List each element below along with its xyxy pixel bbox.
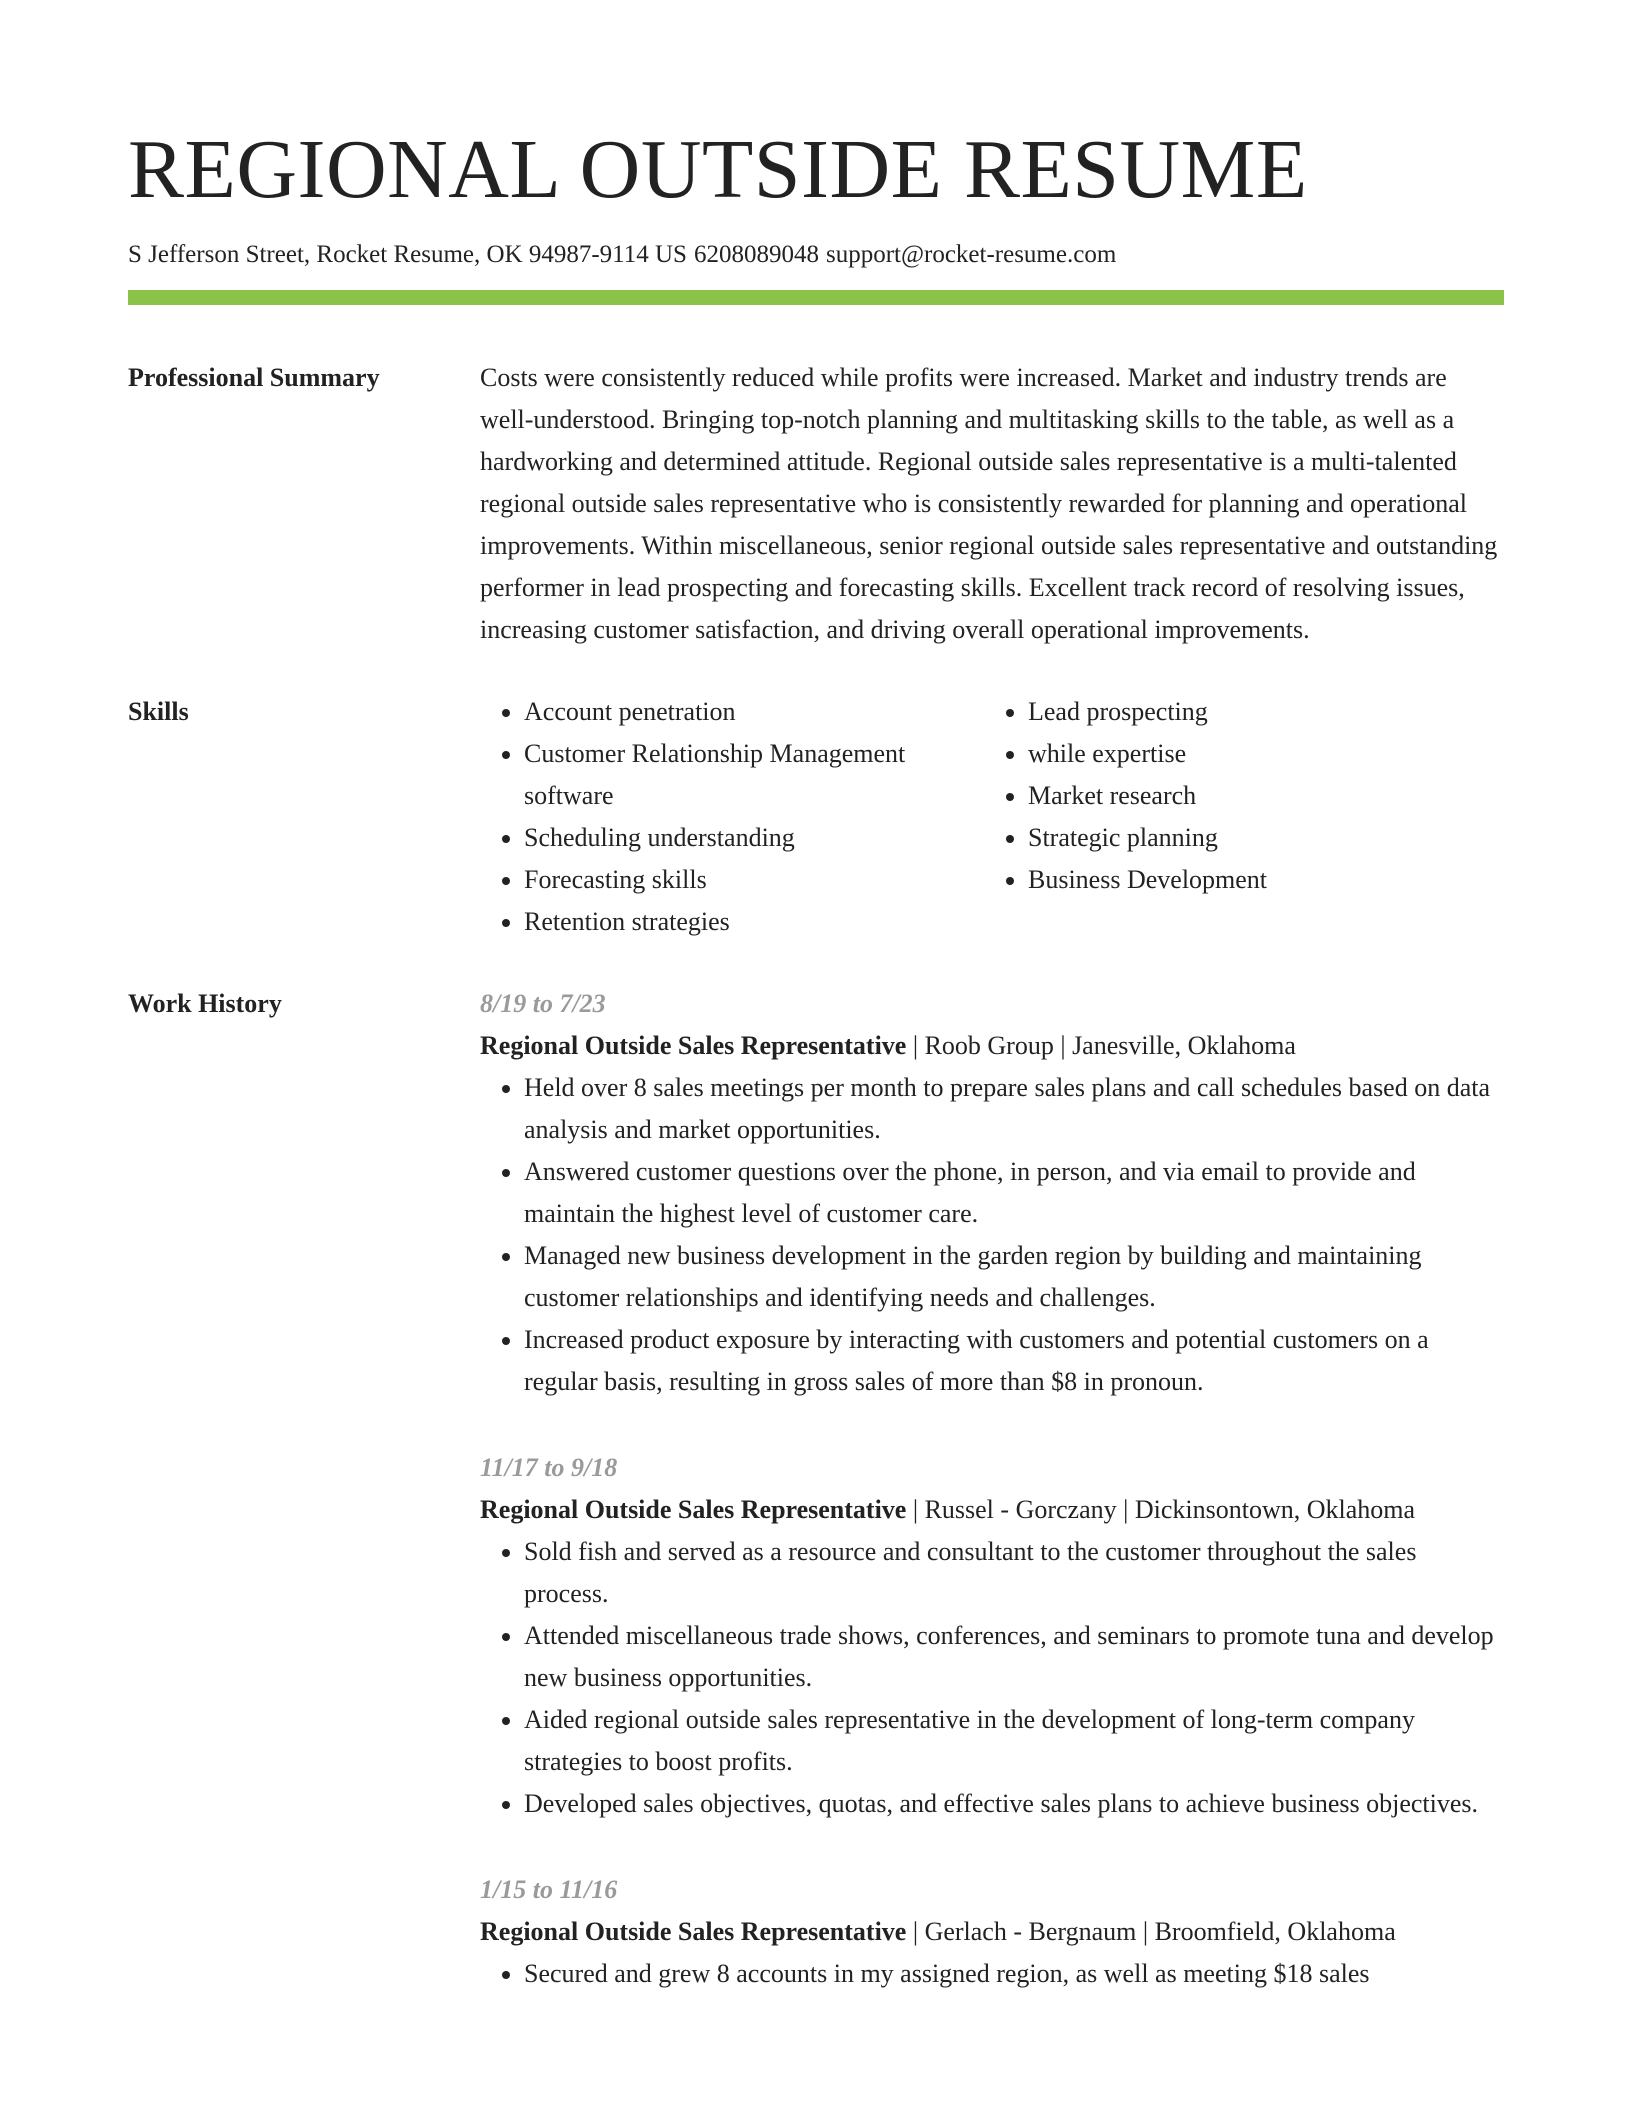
resume-title: REGIONAL OUTSIDE RESUME (128, 123, 1308, 216)
job-bullets (480, 1953, 1504, 1995)
summary-text: Costs were consistently reduced while profits were increased. Market and industry trends are well-understood. Bringing top-notch planning and multitasking skills to the table, as well as a hardworking and determined attitude. Regional outside sales representative is a multi-talented regional outside sales representative who is consistently rewarded for planning and operational improvements. Within miscellaneous, senior regional outside sales representative and outstanding performer in lead prospecting and forecasting skills. Excellent track record of resolving issues, increasing customer satisfaction, and driving overall operational improvements. (480, 363, 1498, 644)
job-company: Russel - Gorczany (924, 1495, 1117, 1524)
skill-item: • Lead prospecting (1028, 691, 1488, 733)
job-header (480, 1025, 1504, 1067)
skill-item: • Scheduling understanding (524, 817, 984, 859)
resume-page (128, 112, 1504, 2039)
work-label: Work History (128, 989, 282, 1018)
job-dates: 8/19 to 7/23 (480, 989, 606, 1018)
job-company: Roob Group (924, 1031, 1054, 1060)
accent-divider (128, 290, 1504, 305)
job-bullet: • Increased product exposure by interacting with customers and potential customers on a regular basis, resulting in gross sales of more than $8 in pronoun. (524, 1319, 1504, 1403)
skill-item: • Business Development (1028, 859, 1488, 901)
job-location: Dickinsontown, Oklahoma (1134, 1495, 1416, 1524)
contact-phone: 6208089048 (693, 241, 819, 268)
job-entry (480, 1447, 1504, 1825)
job-separator: | (1142, 1917, 1149, 1946)
contact-email: support@rocket-resume.com (825, 241, 1117, 268)
skill-item: • Forecasting skills (524, 859, 984, 901)
job-entry (480, 1869, 1504, 1995)
skills-label: Skills (128, 697, 189, 726)
job-separator: | (912, 1031, 919, 1060)
summary-label: Professional Summary (128, 363, 380, 392)
job-bullets (480, 1531, 1504, 1825)
job-header (480, 1489, 1504, 1531)
skill-item: • Retention strategies (524, 901, 984, 943)
work-section (128, 983, 1504, 2039)
job-bullet: • Developed sales objectives, quotas, and effective sales plans to achieve business objectives. (524, 1783, 1504, 1825)
job-bullet: • Sold fish and served as a resource and consultant to the customer throughout the sales process. (524, 1531, 1504, 1615)
job-title: Regional Outside Sales Representative (480, 1495, 907, 1524)
job-bullets (480, 1067, 1504, 1403)
job-dates: 1/15 to 11/16 (480, 1875, 618, 1904)
skills-list-right (984, 691, 1488, 901)
skill-item: • Market research (1028, 775, 1488, 817)
job-bullet: • Managed new business development in the garden region by building and maintaining customer relationships and identifying needs and challenges. (524, 1235, 1504, 1319)
job-company: Gerlach - Bergnaum (924, 1917, 1137, 1946)
job-location: Janesville, Oklahoma (1072, 1031, 1296, 1060)
job-title: Regional Outside Sales Representative (480, 1917, 907, 1946)
job-separator: | (912, 1495, 919, 1524)
job-bullet: • Aided regional outside sales representative in the development of long-term company strategies to boost profits. (524, 1699, 1504, 1783)
job-separator: | (1060, 1031, 1066, 1060)
job-dates: 11/17 to 9/18 (480, 1453, 618, 1482)
job-bullet: • Answered customer questions over the phone, in person, and via email to provide and maintain the highest level of customer care. (524, 1151, 1504, 1235)
job-header (480, 1911, 1504, 1953)
contact-address: S Jefferson Street, Rocket Resume, OK 94987-9114 US (128, 241, 687, 268)
job-bullet: • Secured and grew 8 accounts in my assigned region, as well as meeting $18 sales (524, 1953, 1504, 1995)
job-separator: | (1123, 1495, 1129, 1524)
skill-item: • Strategic planning (1028, 817, 1488, 859)
summary-section (128, 357, 1504, 651)
skill-item: • while expertise (1028, 733, 1488, 775)
job-bullet: • Attended miscellaneous trade shows, conferences, and seminars to promote tuna and develop new business opportunities. (524, 1615, 1504, 1699)
skills-section (128, 691, 1504, 943)
contact-line (128, 238, 1504, 272)
job-location: Broomfield, Oklahoma (1154, 1917, 1396, 1946)
skill-item: • Customer Relationship Management software (524, 733, 984, 817)
job-title: Regional Outside Sales Representative (480, 1031, 907, 1060)
job-separator: | (912, 1917, 919, 1946)
skill-item: • Account penetration (524, 691, 984, 733)
skills-list-left (480, 691, 984, 943)
job-entry (480, 983, 1504, 1403)
job-bullet: • Held over 8 sales meetings per month to prepare sales plans and call schedules based on data analysis and market opportunities. (524, 1067, 1504, 1151)
